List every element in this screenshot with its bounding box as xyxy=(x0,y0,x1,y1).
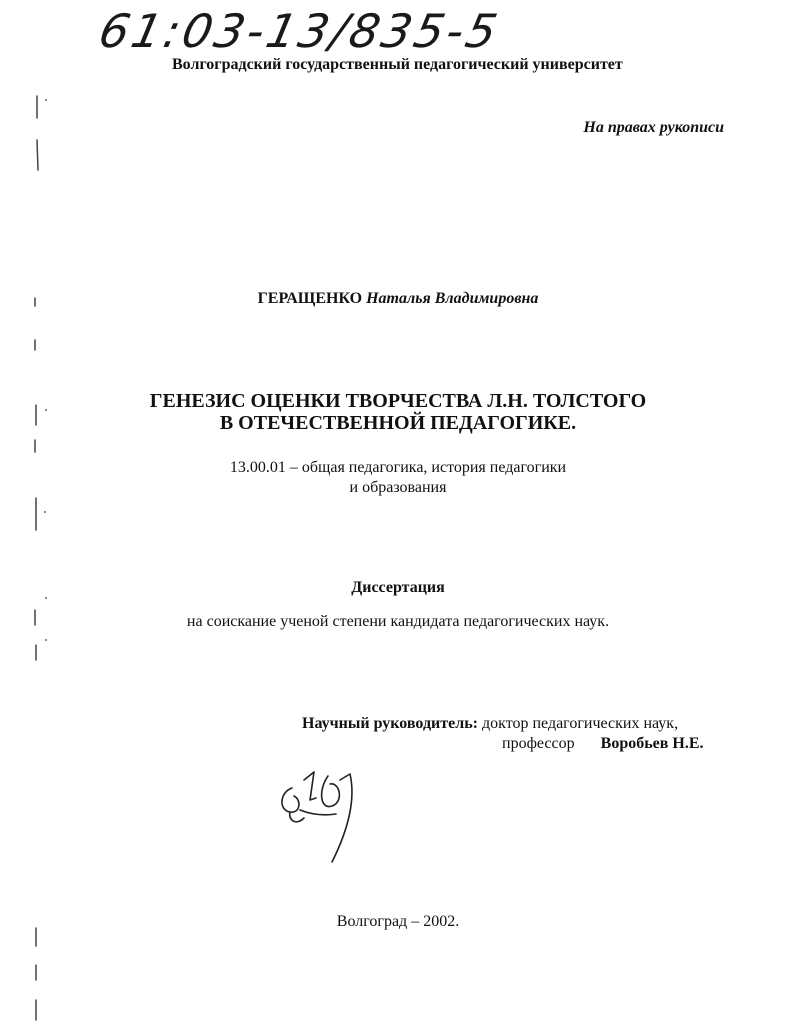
specialty-code xyxy=(0,458,796,498)
handwritten-signature xyxy=(270,770,370,870)
author-name xyxy=(0,290,796,308)
document-type: Диссертация xyxy=(351,579,445,596)
city-and-year: Волгоград – 2002. xyxy=(336,913,460,930)
dissertation-title xyxy=(0,390,796,434)
author-given-names: Наталья Владимировна xyxy=(366,290,539,307)
rights-notice: На правах рукописи xyxy=(583,119,724,136)
title-line-2: В ОТЕЧЕСТВЕННОЙ ПЕДАГОГИКЕ. xyxy=(219,412,577,434)
supervisor-label: Научный руководитель: xyxy=(302,715,478,732)
university-name: Волгоградский государственный педагогический университет xyxy=(172,56,623,73)
supervisor-degree: доктор педагогических наук, xyxy=(482,715,679,732)
title-line-1: ГЕНЕЗИС ОЦЕНКИ ТВОРЧЕСТВА Л.Н. ТОЛСТОГО xyxy=(149,390,647,412)
handwritten-archive-code: 61:03-13/835-5 xyxy=(94,4,505,58)
author-surname: ГЕРАЩЕНКО xyxy=(257,290,363,307)
supervisor-rank: профессор xyxy=(502,735,575,752)
supervisor-name: Воробьев Н.Е. xyxy=(600,735,704,752)
supervisor-line-1 xyxy=(302,715,678,733)
degree-statement: на соискание ученой степени кандидата педагогических наук. xyxy=(186,613,610,630)
supervisor-line-2 xyxy=(502,735,704,753)
specialty-line-2: и образования xyxy=(349,479,447,496)
scan-edge-marks xyxy=(0,0,60,1027)
specialty-line-1: 13.00.01 – общая педагогика, история педагогики xyxy=(229,459,567,476)
